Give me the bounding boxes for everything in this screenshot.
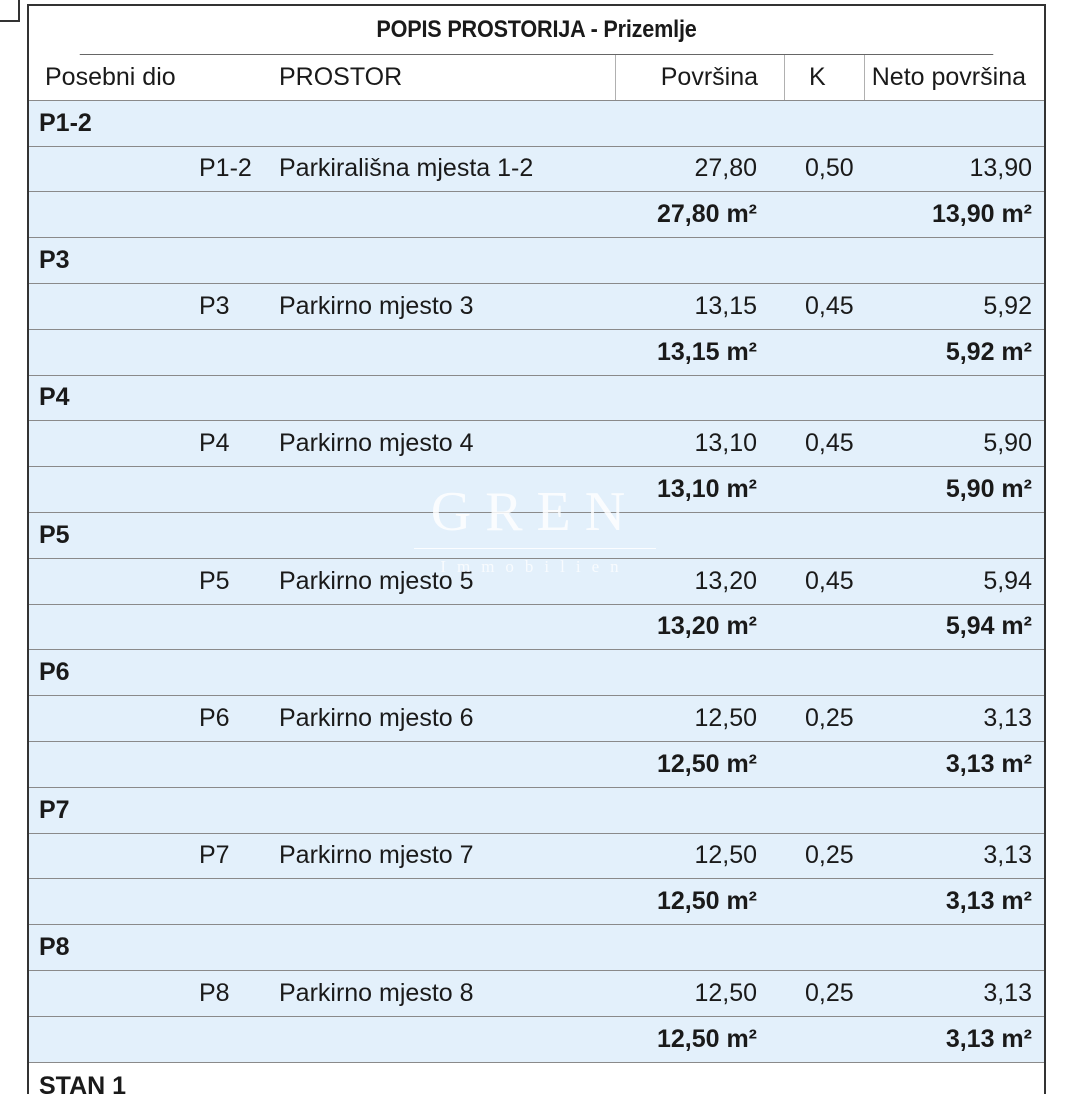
row-prostor: Parkirno mjesto 3 [279,291,474,320]
row-neto: 5,94 [983,566,1032,595]
table-row [29,421,1044,467]
row-code: P4 [199,429,230,458]
total-povrsina: 13,20 m² [656,612,757,641]
total-row [29,192,1044,238]
row-povrsina: 12,50 [694,841,757,870]
total-row [29,1017,1044,1063]
group-name: P3 [39,246,70,275]
header-k: K [809,62,826,91]
table-row [29,147,1044,193]
table-row [29,559,1044,605]
row-code: P5 [199,566,230,595]
total-neto: 5,90 m² [945,475,1032,504]
total-povrsina: 27,80 m² [656,200,757,229]
row-prostor: Parkirno mjesto 8 [279,978,474,1007]
header-posebni-dio: Posebni dio [45,62,176,91]
row-prostor: Parkirno mjesto 7 [279,841,474,870]
group-header-row [29,650,1044,696]
row-prostor: Parkirno mjesto 5 [279,566,474,595]
group-header-row [29,376,1044,422]
total-neto: 3,13 m² [945,887,1032,916]
total-neto: 3,13 m² [945,1024,1032,1053]
row-code: P6 [199,704,230,733]
total-neto: 3,13 m² [945,749,1032,778]
total-povrsina: 13,10 m² [656,475,757,504]
group-name: P7 [39,795,70,824]
row-k: 0,25 [805,978,854,1007]
total-povrsina: 12,50 m² [656,749,757,778]
group-name: P6 [39,658,70,687]
row-neto: 5,90 [983,429,1032,458]
table-row [29,284,1044,330]
group-name: P8 [39,933,70,962]
row-povrsina: 27,80 [694,154,757,183]
next-group-label: STAN 1 [39,1072,127,1100]
row-code: P3 [199,291,230,320]
row-k: 0,45 [805,429,854,458]
row-code: P7 [199,841,230,870]
total-povrsina: 12,50 m² [656,1024,757,1053]
group-header-row [29,925,1044,971]
header-divider [615,55,616,100]
table-body [29,101,1044,1063]
table-title: POPIS PROSTORIJA - Prizemlje [80,6,994,55]
room-list-table [27,4,1046,1100]
group-header-row [29,788,1044,834]
row-k: 0,45 [805,291,854,320]
header-divider [864,55,865,100]
total-neto: 5,92 m² [945,337,1032,366]
row-k: 0,45 [805,566,854,595]
group-header-row [29,513,1044,559]
row-code: P1-2 [199,154,252,183]
group-name: P5 [39,520,70,549]
total-row [29,467,1044,513]
row-neto: 3,13 [983,978,1032,1007]
total-povrsina: 12,50 m² [656,887,757,916]
total-row [29,330,1044,376]
total-row [29,879,1044,925]
group-header-row [29,238,1044,284]
row-k: 0,50 [805,154,854,183]
row-povrsina: 12,50 [694,704,757,733]
table-row [29,834,1044,880]
row-neto: 13,90 [969,154,1032,183]
row-prostor: Parkirno mjesto 6 [279,704,474,733]
row-povrsina: 13,15 [694,291,757,320]
total-row [29,742,1044,788]
group-header-row [29,101,1044,147]
watermark-subtitle: Immobilien [440,557,630,576]
row-neto: 3,13 [983,704,1032,733]
watermark-word: GREN [430,481,640,543]
header-povrsina: Površina [660,62,758,91]
table-row [29,696,1044,742]
row-neto: 3,13 [983,841,1032,870]
header-neto: Neto površina [871,62,1026,91]
row-povrsina: 12,50 [694,978,757,1007]
total-row [29,605,1044,651]
adjacent-page-edge [0,0,20,22]
row-k: 0,25 [805,841,854,870]
row-prostor: Parkirno mjesto 4 [279,429,474,458]
header-prostor: PROSTOR [279,62,403,91]
row-code: P8 [199,978,230,1007]
row-neto: 5,92 [983,291,1032,320]
group-name: P4 [39,383,70,412]
total-povrsina: 13,15 m² [656,337,757,366]
row-k: 0,25 [805,704,854,733]
row-prostor: Parkirališna mjesta 1-2 [279,154,534,183]
header-row [29,55,1044,101]
row-povrsina: 13,10 [694,429,757,458]
total-neto: 13,90 m² [931,200,1032,229]
total-neto: 5,94 m² [945,612,1032,641]
row-povrsina: 13,20 [694,566,757,595]
table-row [29,971,1044,1017]
group-name: P1-2 [39,108,92,137]
header-divider [784,55,785,100]
